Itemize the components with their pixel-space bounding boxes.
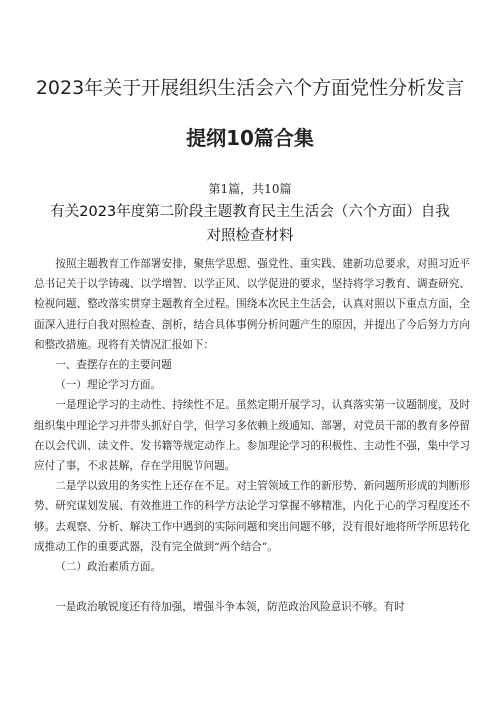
paragraph-point-one: 一是理论学习的主动性、持续性不足。虽然定期开展学习，认真落实第一议题制度，及时组织集中理论学习并带头抓好自学，但学习多依赖上级通知、部署，对党员干部的教育多停留在以会代训、读文件、发书籍等规定动作上。参加理论学习的积极性、主动性不强，集中学习应付了事，不求甚解，存在学用脱节问题。 (34, 399, 470, 473)
heading-theory-study: （一）理论学习方面。 (55, 379, 162, 392)
document-index: 第1篇，共10篇 (208, 182, 292, 196)
body-text (34, 254, 470, 617)
document-title-line-2: 提纲10篇合集 (186, 126, 314, 150)
paragraph-intro: 按照主题教育工作部署安排，聚焦学思想、强党性、重实践、建新功总要求，对照习近平总书记关于以学铸魂、以学增智、以学正风、以学促进的要求，坚持将学习教育、调查研究、检视问题、整改落实贯穿主题教育全过程。围绕本次民主生活会，认真对照以下重点方面，全面深入进行自我对照检查、剖析，结合具体事例分析问题产生的原因，并提出了今后努力方向和整改措施。现将有关情况汇报如下： (34, 258, 470, 351)
document-title-line-1: 2023年关于开展组织生活会六个方面党性分析发言 (35, 77, 465, 99)
paragraph-political-point-one: 一是政治敏锐度还有待加强，增强斗争本领，防范政治风险意识不够。有时 (55, 601, 405, 614)
document-title (20, 70, 480, 156)
heading-main-problems: 一、查摆存在的主要问题 (55, 359, 172, 372)
paragraph-point-two: 二是学以致用的务实性上还存在不足。对主管领域工作的新形势、新问题所形成的判断形势、研究谋划发展、有效推进工作的科学方法论学习掌握不够精准，内化于心的学习程度还不够。去观察、分析、解决工作中遇到的实际问题和突出问题不够，没有很好地将所学所思转化成推动工作的重要武器，没有完全做到“两个结合”。 (34, 480, 470, 553)
section-subtitle: 有关2023年度第二阶段主题教育民主生活会（六个方面）自我对照检查材料 (50, 204, 450, 244)
heading-political-quality: （二）政治素质方面。 (55, 561, 162, 574)
